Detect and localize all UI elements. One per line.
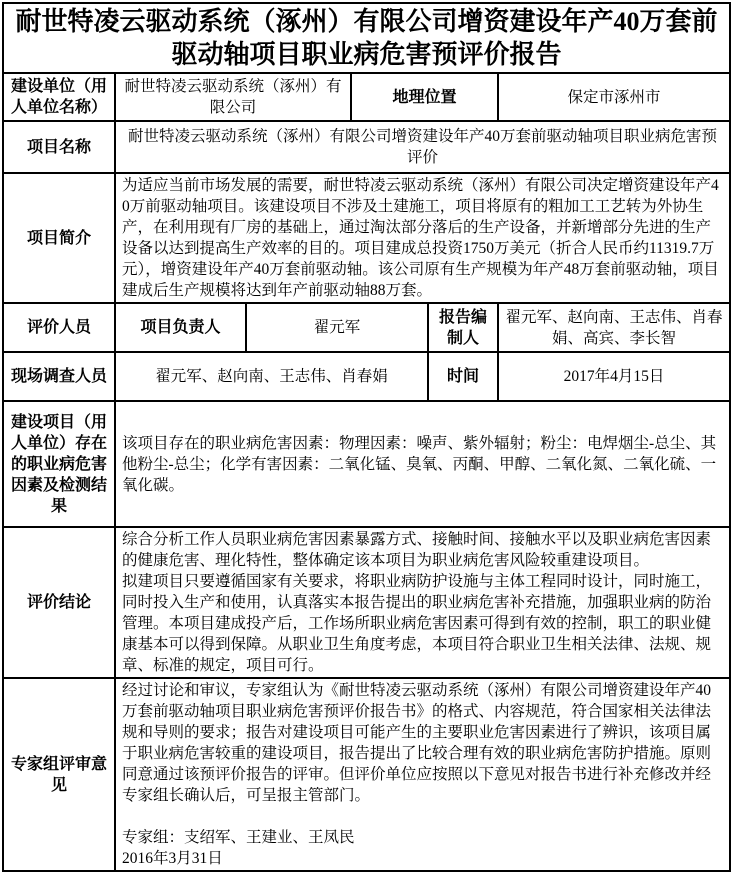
project-leader-value: 翟元军: [246, 303, 428, 352]
project-summary-label: 项目简介: [3, 173, 115, 303]
expert-review-value: [115, 678, 730, 871]
unit-row: [3, 73, 730, 121]
project-name-row: [3, 121, 730, 173]
unit-value: 耐世特凌云驱动系统（涿州）有限公司: [115, 73, 351, 121]
site-survey-value: 翟元军、赵向南、王志伟、肖春娟: [115, 352, 428, 401]
evaluators-row: [3, 303, 730, 352]
conclusion-paragraph-2: 拟建项目只要遵循国家有关要求，将职业病防护设施与主体工程同时设计，同时施工，同时投入生产和使用，认真落实本报告提出的职业病危害补充措施，加强职业病的防治管理。本项目建成投产后，工作场所职业病危害因素可得到有效的控制，职工的职业健康基本可以得到保障。从职业卫生角度考虑，本项目符合职业卫生相关法律、法规、规章、标准的规定，项目可行。: [122, 573, 712, 674]
location-label: 地理位置: [351, 73, 498, 121]
report-compiler-value: 翟元军、赵向南、王志伟、肖春娟、高宾、李长智: [498, 303, 730, 352]
project-leader-label: 项目负责人: [115, 303, 246, 352]
conclusion-row: [3, 527, 730, 678]
evaluators-label: 评价人员: [3, 303, 115, 352]
blank-line: [122, 806, 723, 827]
title-row: [3, 3, 730, 73]
report-table: [2, 2, 731, 872]
report-compiler-label: 报告编制人: [428, 303, 498, 352]
hazards-label: 建设项目（用人单位）存在的职业病危害因素及检测结果: [3, 401, 115, 527]
document-page: [0, 2, 751, 867]
project-name-label: 项目名称: [3, 121, 115, 173]
expert-review-paragraph: 经过讨论和审议，专家组认为《耐世特凌云驱动系统（涿州）有限公司增资建设年产40万套前驱动轴项目职业病危害预评价报告书》的格式、内容规范，符合国家相关法律法规和导则的要求；报告对建设项目可能产生的主要职业危害因素进行了辨识，该项目属于职业病危害较重的建设项目，报告提出了比较合理有效的职业病危害防护措施。原则同意通过该预评价报告的评审。但评价单位应按照以下意见对报告书进行补充修改并经专家组长确认后，可呈报主管部门。: [122, 682, 712, 804]
expert-group-members: 专家组：支绍军、王建业、王凤民: [122, 829, 355, 846]
conclusion-paragraph-1: 综合分析工作人员职业病危害因素暴露方式、接触时间、接触水平以及职业病危害因素的健康危害、理化特性，整体确定该本项目为职业病危害风险较重建设项目。: [122, 531, 712, 569]
survey-time-label: 时间: [428, 352, 498, 401]
site-survey-label: 现场调查人员: [3, 352, 115, 401]
survey-time-value: 2017年4月15日: [498, 352, 730, 401]
hazards-value: 该项目存在的职业病危害因素：物理因素：噪声、紫外辐射；粉尘：电焊烟尘-总尘、其他粉尘-总尘；化学有害因素：二氧化锰、臭氧、丙酮、甲醇、二氧化氮、二氧化硫、一氧化碳。: [115, 401, 730, 527]
conclusion-value: [115, 527, 730, 678]
location-value: 保定市涿州市: [498, 73, 730, 121]
site-survey-row: [3, 352, 730, 401]
unit-label: 建设单位（用人单位名称）: [3, 73, 115, 121]
project-summary-row: [3, 173, 730, 303]
conclusion-label: 评价结论: [3, 527, 115, 678]
expert-review-row: [3, 678, 730, 871]
hazards-row: [3, 401, 730, 527]
expert-review-label: 专家组评审意见: [3, 678, 115, 871]
project-summary-value: 为适应当前市场发展的需要，耐世特凌云驱动系统（涿州）有限公司决定增资建设年产40万前驱动轴项目。该建设项目不涉及土建施工，项目将原有的粗加工工艺转为外协生产，在利用现有厂房的基础上，通过淘汰部分落后的生产设备，并新增部分先进的生产设备以达到提高生产效率的目的。项目建成总投资1750万美元（折合人民币约11319.7万元），增资建设年产40万套前驱动轴。该公司原有生产规模为年产48万套前驱动轴，项目建成后生产规模将达到年产前驱动轴88万套。: [115, 173, 730, 303]
report-title: 耐世特凌云驱动系统（涿州）有限公司增资建设年产40万套前驱动轴项目职业病危害预评价报告: [3, 3, 730, 73]
expert-review-date: 2016年3月31日: [122, 850, 223, 867]
project-name-value: 耐世特凌云驱动系统（涿州）有限公司增资建设年产40万套前驱动轴项目职业病危害预评价: [115, 121, 730, 173]
